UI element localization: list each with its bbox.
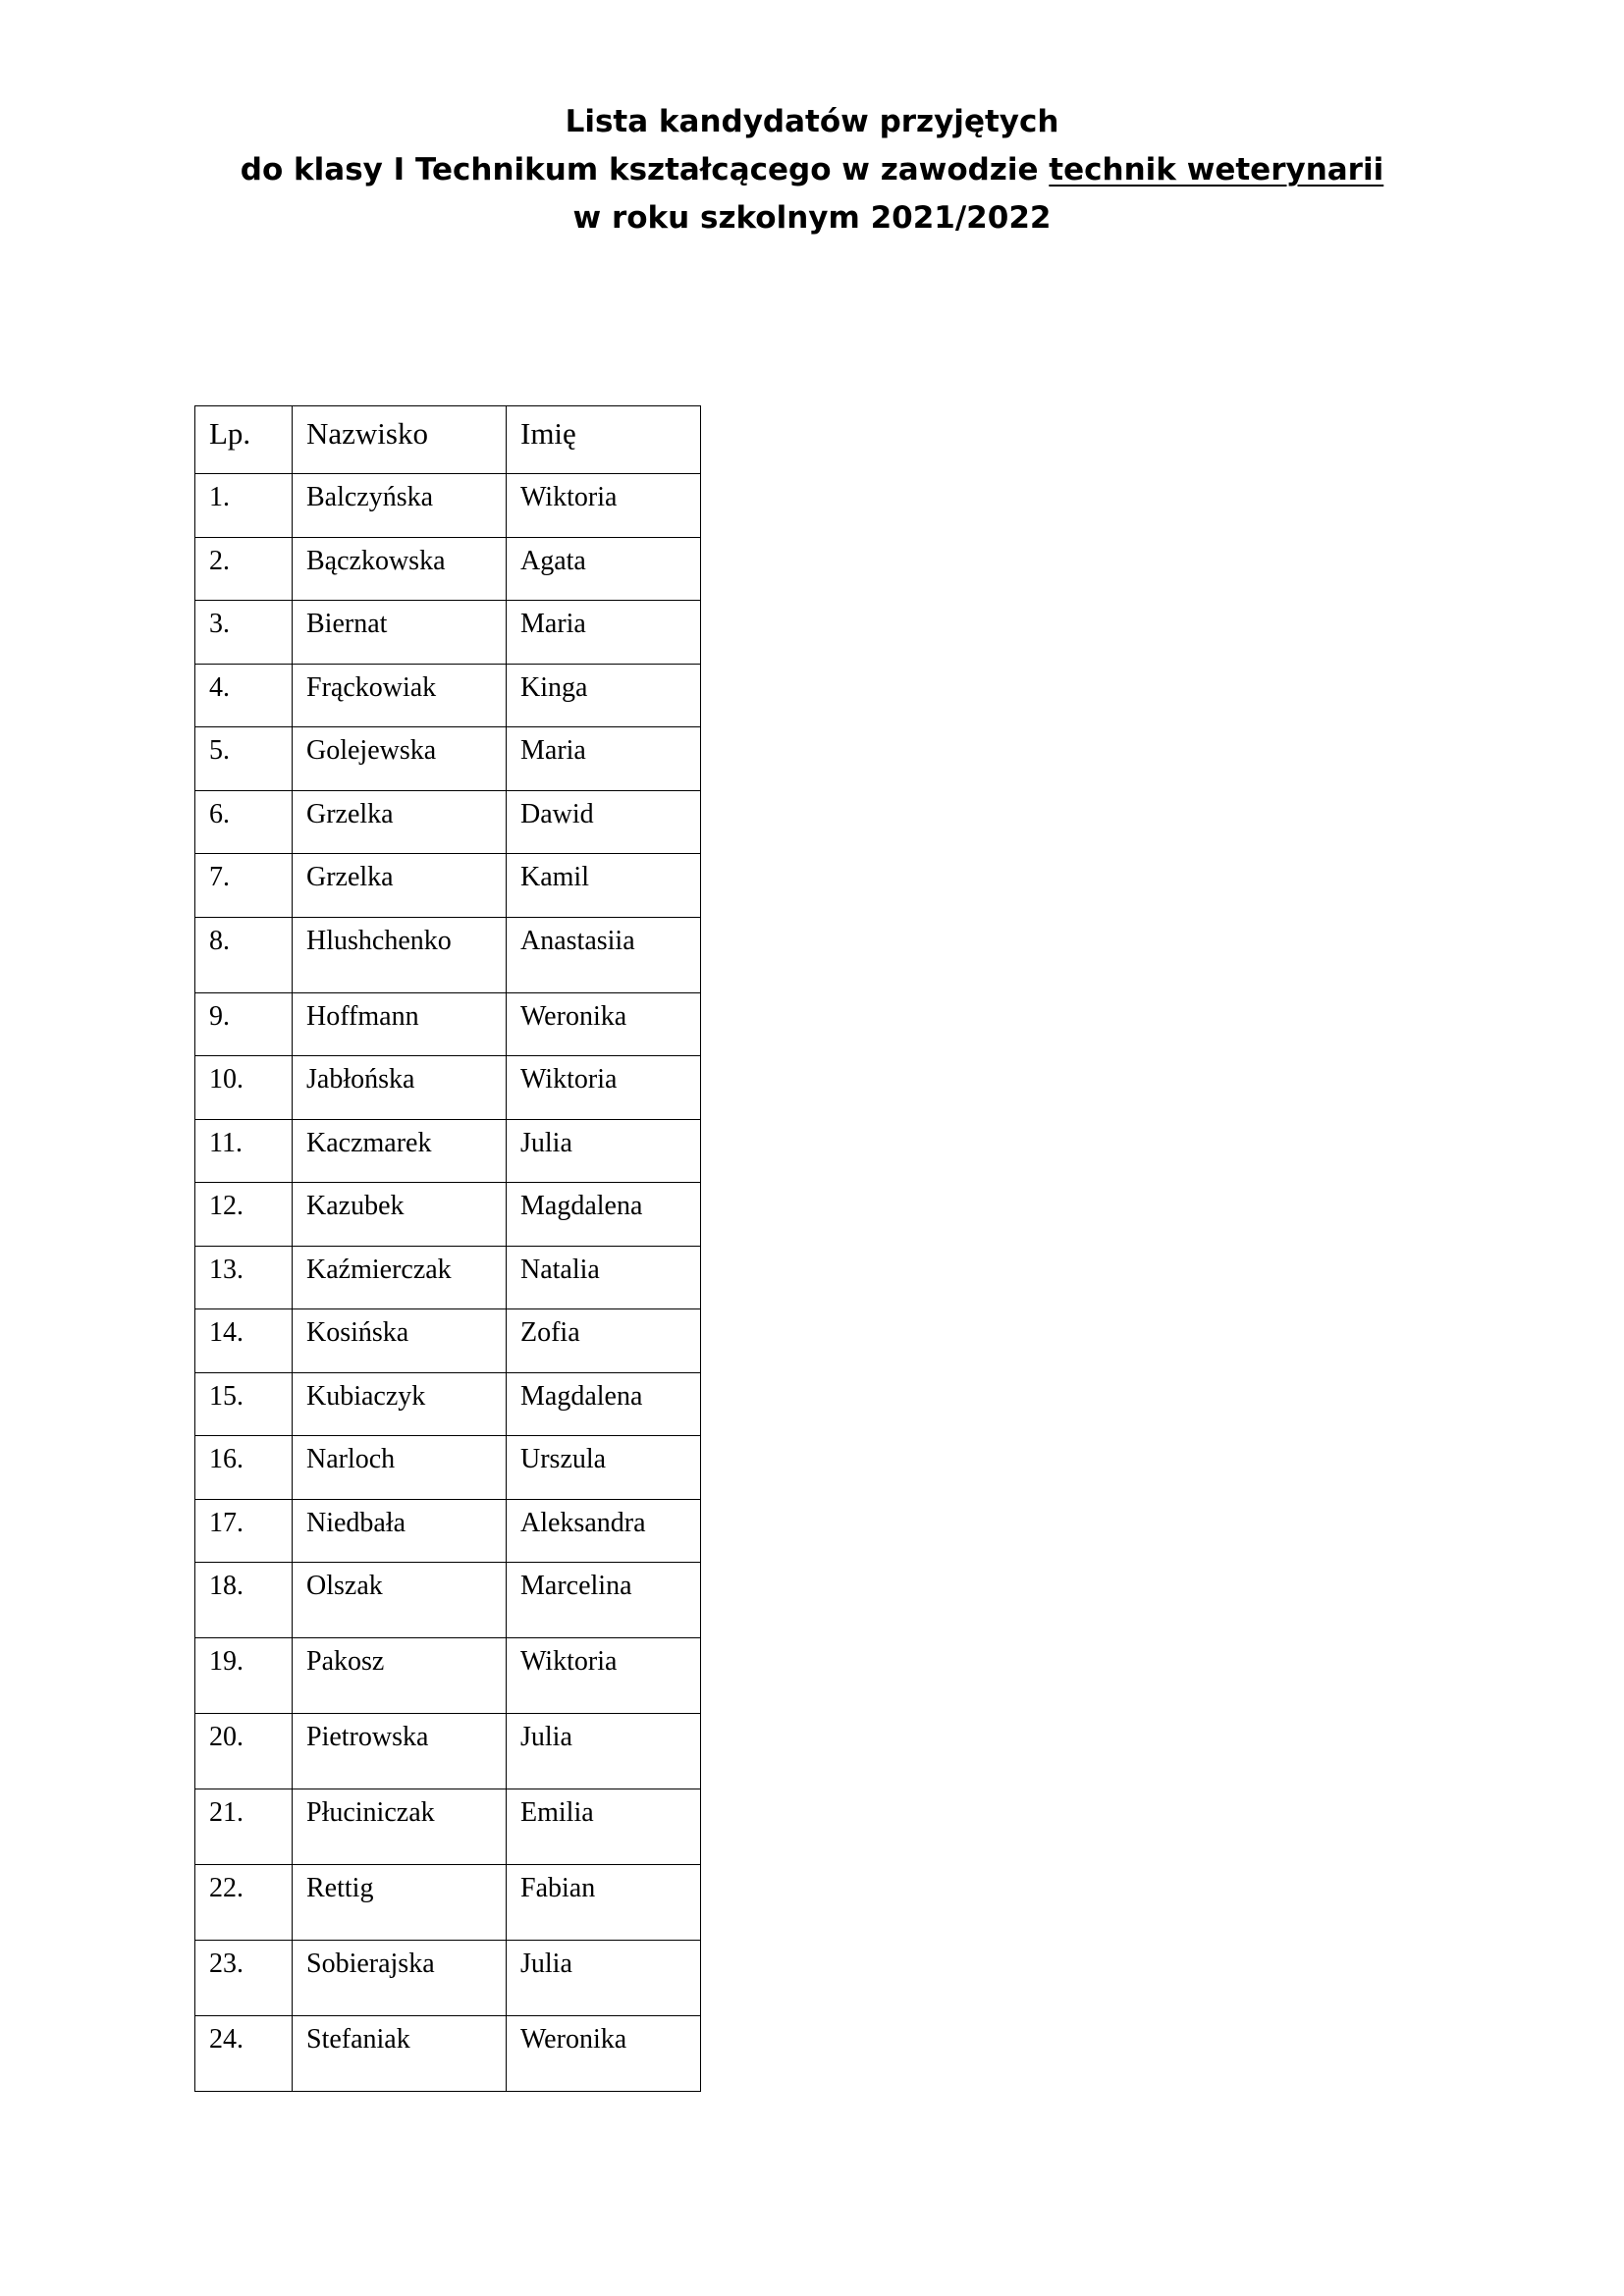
profession-name: technik weterynarii: [1049, 152, 1384, 187]
row-surname: Stefaniak: [293, 2016, 507, 2092]
row-first-name: Wiktoria: [507, 474, 701, 538]
table-header-row: [195, 406, 701, 474]
table-row: [195, 1372, 701, 1436]
row-number: 11.: [195, 1119, 293, 1183]
table-row: [195, 1436, 701, 1500]
row-surname: Olszak: [293, 1563, 507, 1638]
row-surname: Balczyńska: [293, 474, 507, 538]
row-number: 1.: [195, 474, 293, 538]
title-line-1: Lista kandydatów przyjętych: [565, 104, 1059, 139]
row-first-name: Fabian: [507, 1865, 701, 1941]
row-surname: Grzelka: [293, 790, 507, 854]
table-row: [195, 601, 701, 665]
row-number: 5.: [195, 727, 293, 791]
table-row: [195, 917, 701, 992]
row-first-name: Aleksandra: [507, 1499, 701, 1563]
row-first-name: Maria: [507, 601, 701, 665]
row-first-name: Marcelina: [507, 1563, 701, 1638]
row-number: 2.: [195, 537, 293, 601]
candidates-table: [194, 405, 701, 2092]
row-surname: Płuciniczak: [293, 1789, 507, 1865]
table-row: [195, 790, 701, 854]
table-row: [195, 664, 701, 727]
row-surname: Kubiaczyk: [293, 1372, 507, 1436]
row-surname: Jabłońska: [293, 1056, 507, 1120]
row-first-name: Kinga: [507, 664, 701, 727]
row-surname: Biernat: [293, 601, 507, 665]
row-first-name: Julia: [507, 1941, 701, 2016]
row-first-name: Julia: [507, 1119, 701, 1183]
row-number: 12.: [195, 1183, 293, 1247]
row-first-name: Emilia: [507, 1789, 701, 1865]
row-number: 21.: [195, 1789, 293, 1865]
row-number: 19.: [195, 1638, 293, 1714]
row-first-name: Agata: [507, 537, 701, 601]
row-surname: Pietrowska: [293, 1714, 507, 1789]
row-first-name: Kamil: [507, 854, 701, 918]
header-nazwisko: Nazwisko: [293, 406, 507, 474]
table-row: [195, 2016, 701, 2092]
row-number: 18.: [195, 1563, 293, 1638]
row-surname: Rettig: [293, 1865, 507, 1941]
row-surname: Kosińska: [293, 1309, 507, 1373]
table-row: [195, 1714, 701, 1789]
row-first-name: Weronika: [507, 2016, 701, 2092]
row-surname: Pakosz: [293, 1638, 507, 1714]
row-surname: Frąckowiak: [293, 664, 507, 727]
table-row: [195, 1119, 701, 1183]
row-surname: Kaźmierczak: [293, 1246, 507, 1309]
table-row: [195, 1789, 701, 1865]
table-row: [195, 1183, 701, 1247]
table-row: [195, 1563, 701, 1638]
row-number: 20.: [195, 1714, 293, 1789]
table-body: [195, 474, 701, 2092]
table-row: [195, 1865, 701, 1941]
row-number: 7.: [195, 854, 293, 918]
table-row: [195, 1056, 701, 1120]
row-number: 4.: [195, 664, 293, 727]
row-surname: Bączkowska: [293, 537, 507, 601]
row-number: 3.: [195, 601, 293, 665]
table-row: [195, 537, 701, 601]
row-first-name: Zofia: [507, 1309, 701, 1373]
row-surname: Grzelka: [293, 854, 507, 918]
table-row: [195, 1941, 701, 2016]
row-number: 13.: [195, 1246, 293, 1309]
row-number: 16.: [195, 1436, 293, 1500]
row-first-name: Magdalena: [507, 1372, 701, 1436]
row-surname: Kazubek: [293, 1183, 507, 1247]
title-line-2: [0, 146, 1624, 194]
row-number: 6.: [195, 790, 293, 854]
document-title: [0, 98, 1624, 242]
row-first-name: Maria: [507, 727, 701, 791]
header-imie: Imię: [507, 406, 701, 474]
row-first-name: Wiktoria: [507, 1056, 701, 1120]
table-row: [195, 727, 701, 791]
row-number: 10.: [195, 1056, 293, 1120]
row-surname: Niedbała: [293, 1499, 507, 1563]
table-row: [195, 1309, 701, 1373]
header-lp: Lp.: [195, 406, 293, 474]
row-surname: Narloch: [293, 1436, 507, 1500]
row-first-name: Urszula: [507, 1436, 701, 1500]
table-row: [195, 854, 701, 918]
row-number: 15.: [195, 1372, 293, 1436]
table-row: [195, 992, 701, 1056]
row-first-name: Magdalena: [507, 1183, 701, 1247]
row-number: 23.: [195, 1941, 293, 2016]
title-line-3: w roku szkolnym 2021/2022: [572, 200, 1052, 236]
row-first-name: Weronika: [507, 992, 701, 1056]
row-surname: Sobierajska: [293, 1941, 507, 2016]
row-surname: Hoffmann: [293, 992, 507, 1056]
row-surname: Golejewska: [293, 727, 507, 791]
row-number: 22.: [195, 1865, 293, 1941]
table-row: [195, 474, 701, 538]
row-number: 9.: [195, 992, 293, 1056]
title-line-2-prefix: do klasy I Technikum kształcącego w zawodzie: [240, 152, 1050, 187]
row-first-name: Dawid: [507, 790, 701, 854]
row-number: 24.: [195, 2016, 293, 2092]
row-number: 14.: [195, 1309, 293, 1373]
row-first-name: Wiktoria: [507, 1638, 701, 1714]
row-first-name: Anastasiia: [507, 917, 701, 992]
table-row: [195, 1246, 701, 1309]
row-number: 17.: [195, 1499, 293, 1563]
row-first-name: Julia: [507, 1714, 701, 1789]
row-number: 8.: [195, 917, 293, 992]
row-surname: Hlushchenko: [293, 917, 507, 992]
row-first-name: Natalia: [507, 1246, 701, 1309]
table-row: [195, 1638, 701, 1714]
row-surname: Kaczmarek: [293, 1119, 507, 1183]
table-row: [195, 1499, 701, 1563]
